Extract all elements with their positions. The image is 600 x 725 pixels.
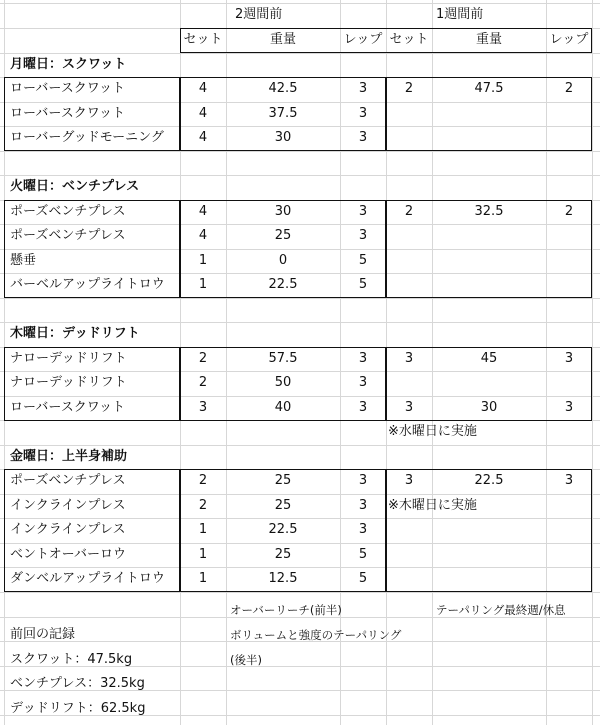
sets-2w[interactable]: 1 [198,253,208,268]
sets-2w[interactable]: 4 [198,81,208,96]
weight-2w[interactable]: 25 [274,547,292,562]
record-bench[interactable]: ベンチプレス：32.5kg [10,676,145,691]
record-squat[interactable]: スクワット：47.5kg [10,652,133,667]
reps-2w[interactable]: 3 [358,473,368,488]
weight-1w[interactable]: 22.5 [474,473,504,488]
exercise-name[interactable]: ローバースクワット [10,106,126,121]
weight-2w[interactable]: 25 [274,228,292,243]
reps-2w[interactable]: 5 [358,253,368,268]
sets-2w[interactable]: 4 [198,130,208,145]
exercise-name[interactable]: インクラインプレス [10,498,126,513]
weight-1w[interactable]: 45 [480,351,498,366]
reps-2w[interactable]: 3 [358,351,368,366]
sets-2w[interactable]: 1 [198,522,208,537]
day-title-friday[interactable]: 金曜日：上半身補助 [10,449,128,464]
reps-2w[interactable]: 3 [358,522,368,537]
sets-2w[interactable]: 3 [198,400,208,415]
weight-2w[interactable]: 25 [274,473,292,488]
exercise-name[interactable]: ポーズベンチプレス [10,473,126,488]
note-friday[interactable]: ※木曜日に実施 [388,498,477,513]
sets-2w[interactable]: 2 [198,473,208,488]
weight-1w[interactable]: 32.5 [474,204,504,219]
col-sets-1w[interactable]: セット [389,32,429,47]
reps-1w[interactable]: 3 [564,400,574,415]
col-reps-1w[interactable]: レップ [549,32,589,47]
weight-2w[interactable]: 0 [278,253,288,268]
weight-2w[interactable]: 22.5 [268,522,298,537]
weight-2w[interactable]: 42.5 [268,81,298,96]
gridline-h [0,151,600,152]
sets-2w[interactable]: 2 [198,498,208,513]
label-latter-half[interactable]: (後半) [230,653,262,667]
day-title-tuesday[interactable]: 火曜日：ベンチプレス [10,179,140,194]
reps-2w[interactable]: 3 [358,81,368,96]
exercise-name[interactable]: ベントオーバーロウ [10,547,126,562]
sets-2w[interactable]: 1 [198,547,208,562]
day-title-thursday[interactable]: 木曜日：デッドリフト [10,326,140,341]
exercise-name[interactable]: ローバースクワット [10,81,126,96]
reps-2w[interactable]: 3 [358,400,368,415]
weight-2w[interactable]: 25 [274,498,292,513]
reps-2w[interactable]: 5 [358,277,368,292]
sets-2w[interactable]: 4 [198,204,208,219]
sets-1w[interactable]: 3 [404,400,414,415]
record-title[interactable]: 前回の記録 [10,627,76,642]
col-weight-2w[interactable]: 重量 [269,32,296,47]
gridline-h [0,3,600,4]
weight-2w[interactable]: 40 [274,400,292,415]
reps-2w[interactable]: 5 [358,571,368,586]
reps-1w[interactable]: 3 [564,351,574,366]
exercise-name[interactable]: バーベルアップライトロウ [10,277,165,292]
reps-2w[interactable]: 3 [358,228,368,243]
exercise-name[interactable]: ローバースクワット [10,400,126,415]
exercise-name[interactable]: ナローデッドリフト [10,351,127,366]
sets-2w[interactable]: 4 [198,228,208,243]
sets-1w[interactable]: 3 [404,351,414,366]
reps-1w[interactable]: 3 [564,473,574,488]
label-taper-final[interactable]: テーパリング最終週/休息 [436,603,566,617]
note-thursday[interactable]: ※水曜日に実施 [388,424,477,439]
day-title-monday[interactable]: 月曜日：スクワット [10,57,127,72]
header-week1[interactable]: 1週間前 [436,7,484,22]
sets-2w[interactable]: 2 [198,351,208,366]
reps-2w[interactable]: 3 [358,130,368,145]
weight-2w[interactable]: 30 [274,204,292,219]
gridline-h [0,592,600,593]
reps-2w[interactable]: 5 [358,547,368,562]
reps-2w[interactable]: 3 [358,204,368,219]
exercise-name[interactable]: ダンベルアップライトロウ [10,571,165,586]
exercise-name[interactable]: ポーズベンチプレス [10,228,126,243]
reps-2w[interactable]: 3 [358,106,368,121]
reps-2w[interactable]: 3 [358,498,368,513]
exercise-name[interactable]: ローバーグッドモーニング [10,130,164,145]
label-overreach[interactable]: オーバーリーチ(前半) [230,603,342,617]
sets-2w[interactable]: 1 [198,571,208,586]
exercise-name[interactable]: 懸垂 [10,253,37,268]
sets-1w[interactable]: 2 [404,81,414,96]
weight-2w[interactable]: 50 [274,375,292,390]
reps-1w[interactable]: 2 [564,81,574,96]
exercise-name[interactable]: ナローデッドリフト [10,375,127,390]
label-volume-taper[interactable]: ボリュームと強度のテーパリング [230,628,402,642]
reps-1w[interactable]: 2 [564,204,574,219]
sets-2w[interactable]: 1 [198,277,208,292]
sets-2w[interactable]: 4 [198,106,208,121]
exercise-name[interactable]: ポーズベンチプレス [10,204,126,219]
gridline-h [0,298,600,299]
sets-1w[interactable]: 2 [404,204,414,219]
weight-2w[interactable]: 30 [274,130,292,145]
col-weight-1w[interactable]: 重量 [475,32,502,47]
weight-2w[interactable]: 12.5 [268,571,298,586]
sets-2w[interactable]: 2 [198,375,208,390]
record-deadlift[interactable]: デッドリフト：62.5kg [10,701,146,716]
reps-2w[interactable]: 3 [358,375,368,390]
col-sets-2w[interactable]: セット [183,32,223,47]
header-week2[interactable]: 2週間前 [235,7,283,22]
exercise-name[interactable]: インクラインプレス [10,522,126,537]
col-reps-2w[interactable]: レップ [343,32,383,47]
weight-2w[interactable]: 57.5 [268,351,298,366]
sets-1w[interactable]: 3 [404,473,414,488]
weight-2w[interactable]: 22.5 [268,277,298,292]
weight-1w[interactable]: 47.5 [474,81,504,96]
weight-1w[interactable]: 30 [480,400,498,415]
weight-2w[interactable]: 37.5 [268,106,298,121]
